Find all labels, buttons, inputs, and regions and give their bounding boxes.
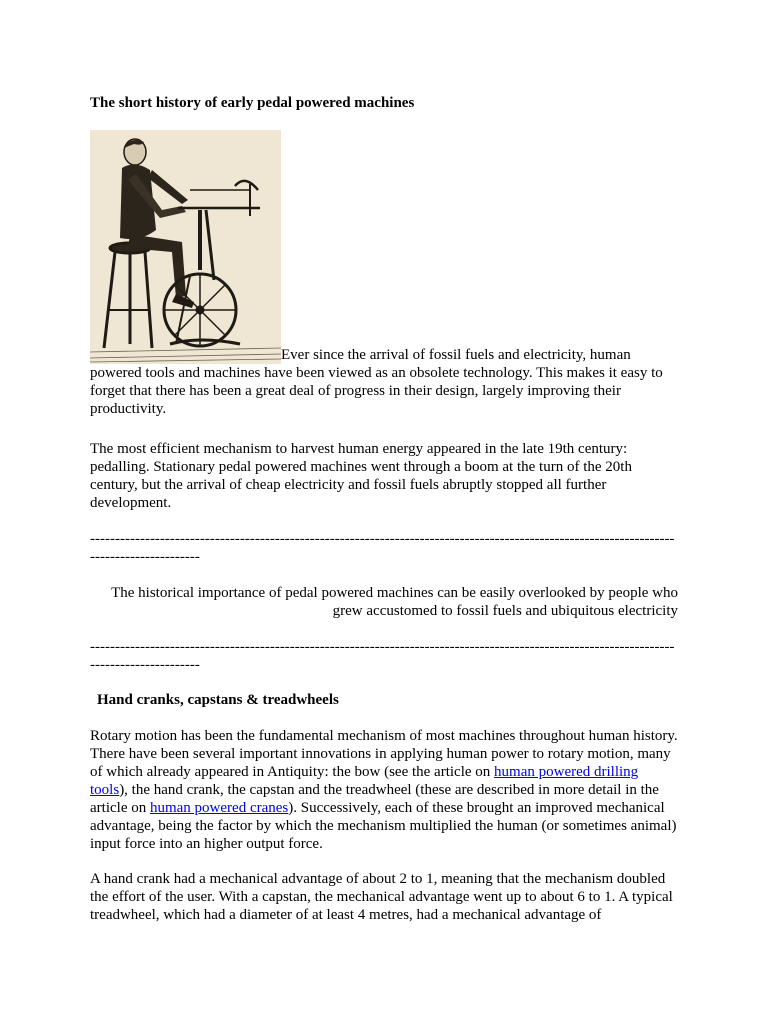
human-powered-drilling-tools-link[interactable]: human powered drilling tools bbox=[90, 764, 639, 798]
divider-line: ------------------------------------------------------------------------------------------------------------------------------------------- bbox=[90, 639, 675, 673]
human-powered-cranes-link[interactable]: human powered cranes bbox=[149, 800, 289, 816]
page-title: The short history of early pedal powered machines bbox=[90, 95, 415, 111]
paragraph-mechanical-advantage: A hand crank had a mechanical advantage of about 2 to 1, meaning that the mechanism doubled the effort of the user. With a capstan, the mechanical advantage went up to about 6 to 1. A typical treadwheel, which had a diameter of at least 4 metres, had a mechanical advantage of bbox=[90, 871, 673, 923]
intro-block bbox=[90, 130, 678, 418]
intro-paragraph: Ever since the arrival of fossil fuels and electricity, human powered tools and machines have been viewed as an obsolete technology. This makes it easy to forget that there has been a great deal of progress in their design, largely improving their productivity. bbox=[90, 347, 663, 417]
pedal-saw-illustration bbox=[90, 130, 281, 364]
paragraph-pedalling: The most efficient mechanism to harvest human energy appeared in the late 19th century: pedalling. Stationary pedal powered machines went through a boom at the turn of the 20th century, but the arrival of cheap electricity and fossil fuels abruptly stopped all further development. bbox=[90, 441, 632, 511]
paragraph-rotary-motion: Rotary motion has been the fundamental mechanism of most machines throughout human history. There have been several important innovations in applying human power to rotary motion, many of which already appeared in Antiquity: the bow (see the article on human powered drilling tools), the hand crank, the capstan and the treadwheel (these are described in more detail in the article on human powered cranes). Successively, each of these brought an improved mechanical advantage, being the factor by which the mechanism multiplied the human (or sometimes animal) input force into an higher output force. bbox=[90, 728, 678, 852]
divider-line: ------------------------------------------------------------------------------------------------------------------------------------------- bbox=[90, 531, 675, 565]
section-heading: Hand cranks, capstans & treadwheels bbox=[97, 692, 339, 708]
pull-quote: The historical importance of pedal powered machines can be easily overlooked by people who grew accustomed to fossil fuels and ubiquitous electricity bbox=[111, 585, 678, 619]
